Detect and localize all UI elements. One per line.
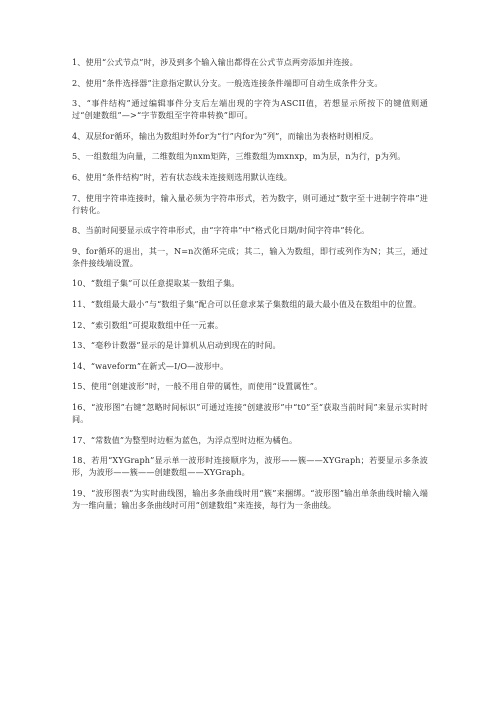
- list-item: 17、“常数值”为整型时边框为蓝色，为浮点型时边框为橘色。: [72, 434, 298, 445]
- list-item: 14、“waveform”在新式—I/O—波形中。: [72, 360, 229, 371]
- list-item: 12、“索引数组”可提取数组中任一元素。: [72, 319, 224, 330]
- list-item: 3、“事件结构”通过编辑事件分支后左端出现的字符为ASCII值，若想显示所按下的键值则通过“创建数组”—>“字节数组至字符串转换”即可。: [72, 98, 428, 121]
- list-item: 2、使用“条件选择器”注意指定默认分支。一般选连接条件端即可自动生成条件分支。: [72, 77, 383, 88]
- list-item: 1、使用“公式节点”时，涉及到多个输入输出都得在公式节点两旁添加并连接。: [72, 57, 358, 67]
- list-item: 10、“数组子集”可以任意提取某一数组子集。: [72, 278, 240, 289]
- list-item: 6、使用“条件结构”时，若有状态线未连接则选用默认连线。: [72, 171, 292, 182]
- list-item: 4、双层for循环，输出为数组时外for为“行”内for为“列”，而输出为表格时则相反。: [72, 130, 379, 141]
- list-item: 8、当前时间要显示成字符串形式，由“字符串”中“格式化日期/时间字符串”转化。: [72, 225, 370, 236]
- list-item: 9、for循环的退出，其一，N=n次循环完成；其二，输入为数组，即行或列作为N；其三，通过条件接线端设置。: [72, 245, 428, 268]
- list-item: 16、“波形图”右键“忽略时间标识”可通过连接“创建波形”中“t0”至“获取当前时间”来显示实时时间。: [72, 401, 428, 424]
- list-item: 5、一组数组为向量，二维数组为nxm矩阵，三维数组为mxnxp，m为层，n为行，p为列。: [72, 151, 406, 162]
- list-item: 15、使用“创建波形”时，一般不用自带的属性，而使用“设置属性”。: [72, 381, 323, 392]
- list-item: 7、使用字符串连接时，输入量必须为字符串形式，若为数字，则可通过“数字至十进制字符串”进行转化。: [72, 192, 428, 215]
- list-item: 11、“数组最大最小”与“数组子集”配合可以任意求某子集数组的最大最小值及在数组中的位置。: [72, 298, 422, 309]
- list-item: 13、“毫秒计数器”显示的是计算机从启动到现在的时间。: [72, 340, 281, 351]
- list-item: 19、“波形图表”为实时曲线图，输出多条曲线时用“簇”来捆绑。“波形图”输出单条曲线时输入端为一维向量；输出多条曲线时可用“创建数组”来连接，每行为一条曲线。: [72, 487, 428, 510]
- notes-list: [72, 56, 428, 519]
- list-item: 18、若用“XYGraph”显示单一波形时连接顺序为，波形——簇——XYGraph；若要显示多条波形，为波形——簇——创建数组——XYGraph。: [72, 455, 428, 478]
